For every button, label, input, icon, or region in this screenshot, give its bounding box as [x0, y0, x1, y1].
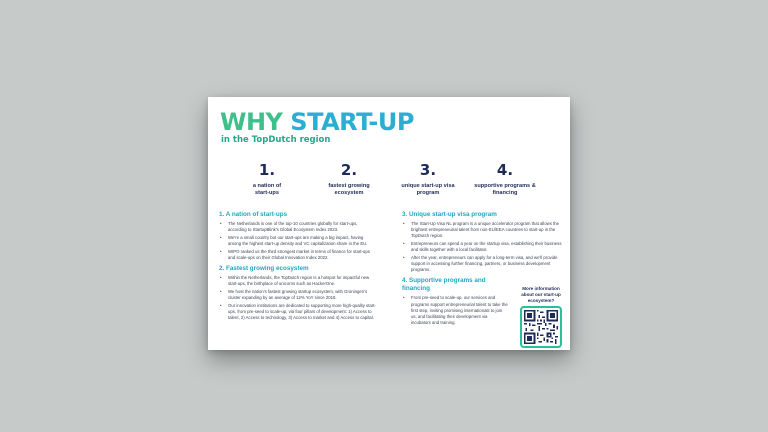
feature-number: 3.	[419, 161, 437, 179]
section-title: 1. A nation of start-ups	[219, 211, 288, 218]
list-item: • Our innovation institutions are dedicated to supporting more high-quality start-ups, from pre-seed to scale-up, via four pillars of development: 1) Access to talent, 2) Access to technology, 3) Access to market and 4) Access to capital.	[219, 303, 377, 322]
list-item: • From pre-seed to scale-up, our services and programs support entrepreneurial talent to take the first step, inviting promising internationals to join us, and facilitating their development via incubators and training.	[402, 295, 508, 326]
section-nation-of-start-ups	[219, 211, 377, 261]
section-title: 2. Fastest growing ecosystem	[219, 265, 309, 272]
flyer-subtitle: in the TopDutch region	[221, 135, 331, 145]
feature-2	[306, 161, 392, 197]
bullet-list	[402, 221, 562, 273]
qr-block	[516, 286, 566, 348]
list-item: • We're a small country but our start-ups are making a big impact, having among the highest start-up density and VC capitalization share in the EU.	[219, 235, 377, 247]
feature-label: supportive programs & financing	[474, 183, 536, 196]
left-column	[219, 211, 377, 325]
list-item: • The Netherlands is one of the top-10 countries globally for start-ups, according to StartupBlink's Global Ecosystem Index 2023.	[219, 221, 377, 233]
bullet-list	[219, 275, 377, 321]
title-word-start-up: START-UP	[290, 108, 414, 136]
feature-label: a nation of start-ups	[252, 183, 282, 196]
feature-label: fastest growing ecosystem	[328, 183, 370, 196]
section-title: 4. Supportive programs and financing	[402, 277, 486, 293]
feature-number: 2.	[340, 161, 358, 179]
feature-label: unique start-up visa program	[401, 183, 455, 196]
list-item: • The Start-Up Visa NL program is a unique accelerator program that allows the brightest entrepreneurial talent from non-EU/EEA countries to start-up in the TopDutch region.	[402, 221, 562, 240]
list-item: • Within the Netherlands, the TopDutch region is a hotspot for impactful new start-ups, the birthplace of unicorns such as HackerOne.	[219, 275, 377, 287]
feature-number: 1.	[258, 161, 276, 179]
list-item: • WIPO ranked us the third strongest market in terms of finance for start-ups and scale-ups on their Global Innovation Index 2022.	[219, 249, 377, 261]
bullet-list	[219, 221, 377, 261]
flyer-page	[208, 97, 570, 350]
section-title: 3. Unique start-up visa program	[402, 211, 497, 218]
section-supportive-programs	[402, 277, 508, 326]
list-item: • We host the nation's fastest growing startup ecosystem, with Groningen's cluster expanding by an average of 12% YoY since 2018.	[219, 289, 377, 301]
list-item: • Entrepreneurs can spend a year on the startup visa, establishing their business and skills together with a local facilitator.	[402, 241, 562, 253]
section-start-up-visa	[402, 211, 562, 273]
feature-3	[385, 161, 471, 197]
feature-4	[462, 161, 548, 197]
qr-code-icon[interactable]	[520, 306, 562, 348]
section-fastest-growing-ecosystem	[219, 265, 377, 321]
qr-caption: More information about our start-up ecosystem?	[521, 286, 561, 303]
feature-row	[208, 161, 570, 209]
bullet-list	[402, 295, 508, 326]
feature-number: 4.	[496, 161, 514, 179]
list-item: • After the year, entrepreneurs can apply for a long-term visa, and we'll provide support in accessing further financing, partners, or business development programs.	[402, 255, 562, 274]
qr-code-graphic	[524, 310, 558, 344]
title-word-why: WHY	[220, 108, 283, 136]
feature-1	[224, 161, 310, 197]
flyer-title	[220, 109, 414, 135]
